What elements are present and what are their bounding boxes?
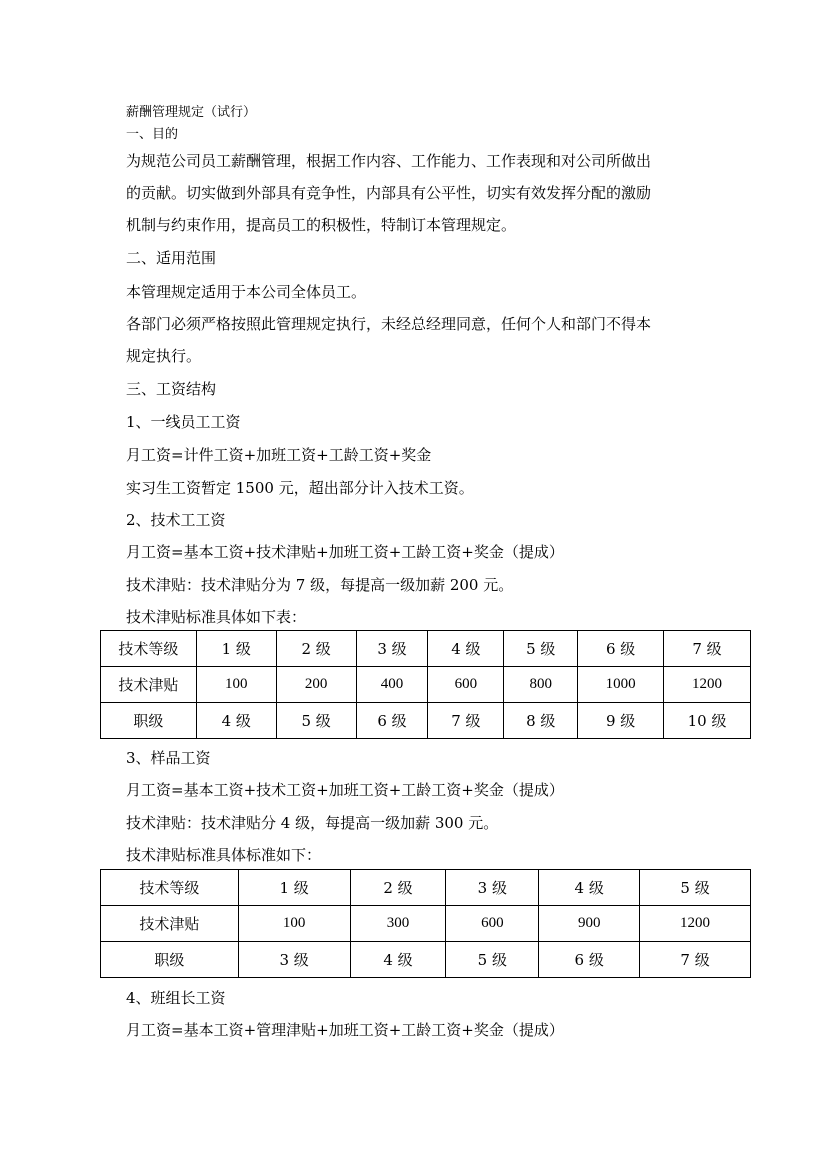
table-cell: 4 级 <box>539 870 640 906</box>
table-row <box>101 942 751 978</box>
table-cell: 1 级 <box>238 870 350 906</box>
paragraph-line: 技术津贴标准具体如下表： <box>126 608 307 626</box>
table-cell: 300 <box>350 906 446 942</box>
paragraph-line: 实习生工资暂定 1500 元，超出部分计入技术工资。 <box>126 479 474 497</box>
paragraph-line: 规定执行。 <box>126 347 202 365</box>
table-row-header: 技术等级 <box>101 870 239 906</box>
table-cell: 400 <box>356 667 428 703</box>
paragraph-line: 本管理规定适用于本公司全体员工。 <box>126 283 367 301</box>
table-cell: 2 级 <box>350 870 446 906</box>
formula-line: 月工资=基本工资+技术工资+加班工资+工龄工资+奖金（提成） <box>126 781 564 799</box>
section-heading-scope: 二、适用范围 <box>126 249 217 267</box>
table-row <box>101 667 751 703</box>
table-row <box>101 631 751 667</box>
section-heading-structure: 三、工资结构 <box>126 380 217 398</box>
paragraph-line: 为规范公司员工薪酬管理，根据工作内容、工作能力、工作表现和对公司所做出 <box>126 152 652 170</box>
table-cell: 4 级 <box>196 703 276 739</box>
table-cell: 100 <box>238 906 350 942</box>
table-cell: 1 级 <box>196 631 276 667</box>
table-row-header: 技术津贴 <box>101 906 239 942</box>
table-cell: 5 级 <box>276 703 356 739</box>
subsection-heading: 1、一线员工工资 <box>126 413 241 431</box>
table-row-header: 职级 <box>101 942 239 978</box>
table-cell: 6 级 <box>356 703 428 739</box>
subsection-heading: 2、技术工工资 <box>126 511 226 529</box>
table-cell: 100 <box>196 667 276 703</box>
table-row <box>101 870 751 906</box>
table-row-header: 技术津贴 <box>101 667 197 703</box>
table-cell: 600 <box>428 667 504 703</box>
table-cell: 2 级 <box>276 631 356 667</box>
table-cell: 9 级 <box>578 703 664 739</box>
paragraph-line: 技术津贴：技术津贴分为 7 级，每提高一级加薪 200 元。 <box>126 576 514 594</box>
table-cell: 5 级 <box>446 942 539 978</box>
paragraph-line: 技术津贴标准具体标准如下： <box>126 846 322 864</box>
paragraph-line: 机制与约束作用，提高员工的积极性，特制订本管理规定。 <box>126 216 517 234</box>
table-cell: 3 级 <box>238 942 350 978</box>
table-cell: 4 级 <box>428 631 504 667</box>
paragraph-line: 各部门必须严格按照此管理规定执行，未经总经理同意，任何个人和部门不得本 <box>126 315 652 333</box>
table-cell: 8 级 <box>504 703 578 739</box>
table-cell: 7 级 <box>428 703 504 739</box>
subsection-heading: 3、样品工资 <box>126 749 211 767</box>
subsection-heading: 4、班组长工资 <box>126 989 226 1007</box>
paragraph-line: 的贡献。切实做到外部具有竞争性，内部具有公平性，切实有效发挥分配的激励 <box>126 184 652 202</box>
table-cell: 600 <box>446 906 539 942</box>
table-cell: 4 级 <box>350 942 446 978</box>
doc-title: 薪酬管理规定（试行） <box>126 105 257 120</box>
allowance-table-technician <box>100 630 751 739</box>
table-row-header: 职级 <box>101 703 197 739</box>
table-row <box>101 906 751 942</box>
table-cell: 200 <box>276 667 356 703</box>
section-heading-purpose: 一、目的 <box>126 127 179 142</box>
table-cell: 900 <box>539 906 640 942</box>
allowance-table-sample <box>100 869 751 978</box>
table-cell: 1000 <box>578 667 664 703</box>
table-cell: 1200 <box>664 667 751 703</box>
table-cell: 6 级 <box>578 631 664 667</box>
table-row-header: 技术等级 <box>101 631 197 667</box>
table-cell: 800 <box>504 667 578 703</box>
table-cell: 7 级 <box>640 942 751 978</box>
paragraph-line: 技术津贴：技术津贴分 4 级，每提高一级加薪 300 元。 <box>126 814 499 832</box>
table-cell: 5 级 <box>504 631 578 667</box>
table-cell: 10 级 <box>664 703 751 739</box>
formula-line: 月工资=基本工资+技术津贴+加班工资+工龄工资+奖金（提成） <box>126 543 564 561</box>
table-cell: 3 级 <box>446 870 539 906</box>
table-cell: 3 级 <box>356 631 428 667</box>
table-row <box>101 703 751 739</box>
table-cell: 1200 <box>640 906 751 942</box>
formula-line: 月工资=基本工资+管理津贴+加班工资+工龄工资+奖金（提成） <box>126 1021 564 1039</box>
table-cell: 5 级 <box>640 870 751 906</box>
table-cell: 7 级 <box>664 631 751 667</box>
table-cell: 6 级 <box>539 942 640 978</box>
formula-line: 月工资=计件工资+加班工资+工龄工资+奖金 <box>126 446 432 464</box>
